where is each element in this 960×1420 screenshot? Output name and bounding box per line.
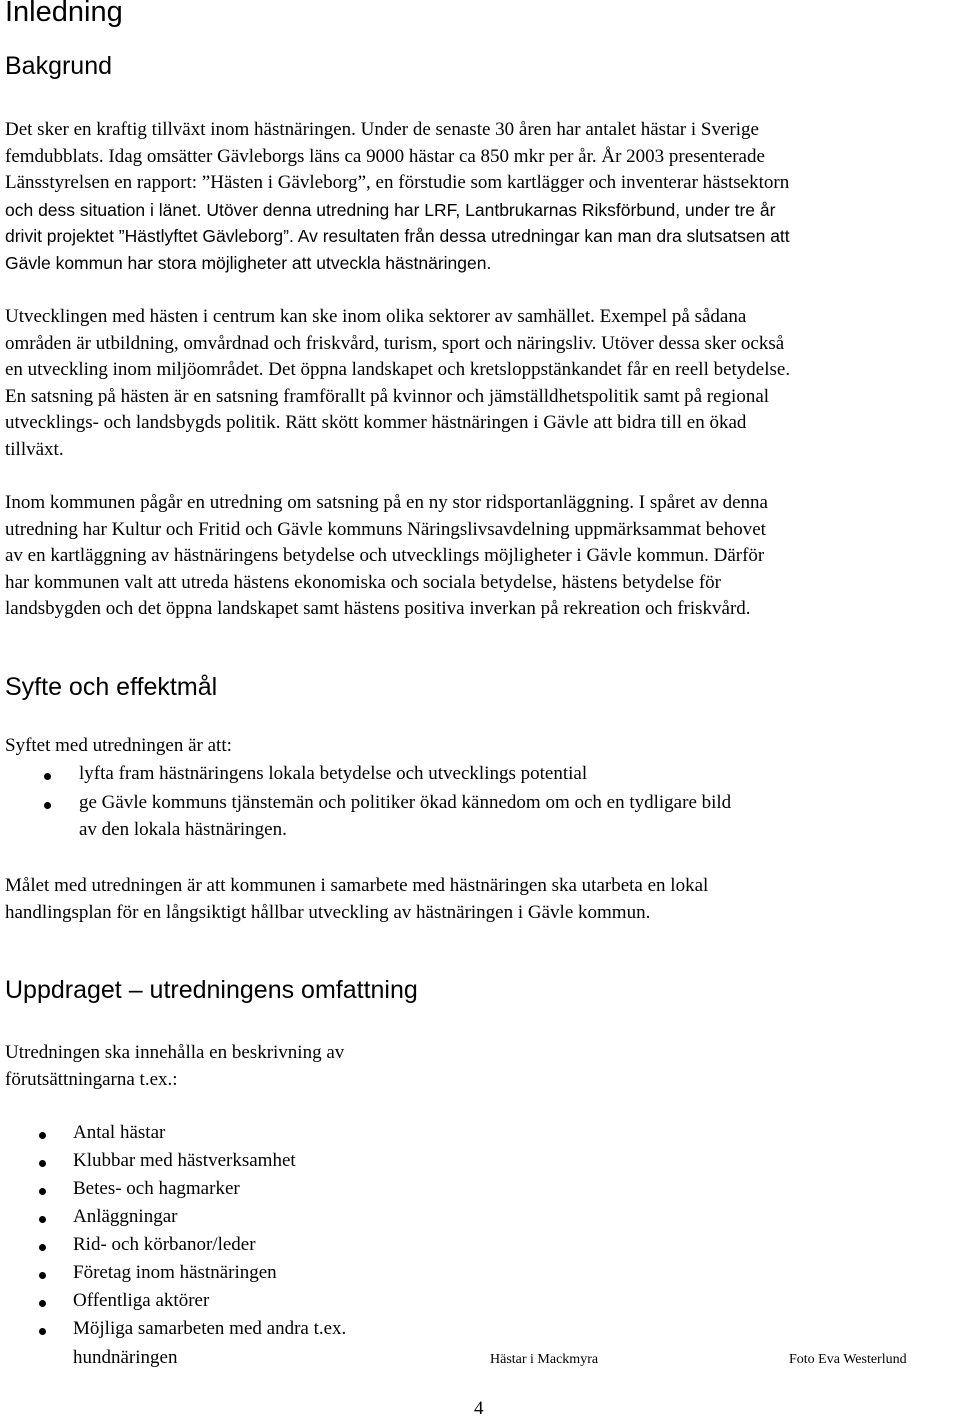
list-item-text: Möjliga samarbeten med andra t.ex. [73, 1318, 347, 1339]
list-item-text: av den lokala hästnäringen. [79, 819, 287, 840]
list-item-text: Anläggningar [73, 1206, 178, 1227]
photo-caption: Hästar i Mackmyra [490, 1352, 599, 1367]
text-line: Inom kommunen pågår en utredning om satsning på en ny stor ridsportanläggning. I spåret av denna [5, 492, 768, 513]
list-item-text: Klubbar med hästverksamhet [73, 1150, 296, 1171]
bakgrund-paragraph-1 [5, 117, 960, 276]
list-item-text: Betes- och hagmarker [73, 1178, 240, 1199]
list-item-text: Offentliga aktörer [73, 1290, 210, 1311]
text-line: Utvecklingen med hästen i centrum kan ske inom olika sektorer av samhället. Exempel på sådana [5, 306, 747, 327]
section-title-uppdraget: Uppdraget – utredningens omfattning [5, 976, 418, 1004]
text-line: har kommunen valt att utreda hästens ekonomiska och sociala betydelse, hästens betydelse för [5, 571, 721, 593]
bullet-icon [39, 1216, 46, 1223]
list-item-text: lyfta fram hästnäringens lokala betydelse och utvecklings potential [79, 763, 588, 784]
text-line: drivit projektet ”Hästlyftet Gävleborg”. Av resultaten från dessa utredningar kan man dra slutsatsen att [5, 226, 790, 246]
text-line: handlingsplan för en långsiktigt hållbar utveckling av hästnäringen i Gävle kommun. [5, 901, 651, 923]
bullet-icon [44, 773, 51, 780]
text-line: av en kartläggning av hästnäringens betydelse och utvecklings möjligheter i Gävle kommun. Därför [5, 545, 765, 566]
list-item-text: Företag inom hästnäringen [73, 1262, 277, 1283]
list-item-text: Rid- och körbanor/leder [73, 1234, 256, 1255]
text-line: landsbygden och det öppna landskapet samt hästens positiva inverkan på rekreation och friskvård. [5, 598, 751, 619]
text-line: tillväxt. [5, 438, 64, 460]
section-title-bakgrund: Bakgrund [5, 52, 113, 80]
bullet-icon [39, 1160, 46, 1167]
text-line: En satsning på hästen är en satsning framförallt på kvinnor och jämställdhetspolitik samt på regional [5, 385, 770, 407]
text-line: utredning har Kultur och Fritid och Gävle kommuns Näringslivsavdelning uppmärksammat behovet [5, 518, 766, 540]
text-line: Utredningen ska innehålla en beskrivning av [5, 1042, 345, 1063]
text-line: en utveckling inom miljöområdet. Det öppna landskapet och kretsloppstänkandet får en reell betydelse. [5, 359, 791, 380]
list-item-text: ge Gävle kommuns tjänstemän och politiker ökad kännedom om och en tydligare bild [79, 792, 732, 813]
bullet-icon [39, 1300, 46, 1307]
text-line: områden är utbildning, omvårdnad och friskvård, turism, sport och näringsliv. Utöver dessa sker också [5, 332, 785, 354]
syfte-intro: Syftet med utredningen är att: [5, 735, 232, 756]
bullet-icon [44, 802, 51, 809]
list-item-text: Antal hästar [73, 1122, 166, 1143]
bakgrund-paragraph-2 [5, 304, 960, 463]
text-line: och dess situation i länet. Utöver denna utredning har LRF, Lantbrukarnas Riksförbund, under tre år [5, 199, 776, 220]
text-line: Länsstyrelsen en rapport: ”Hästen i Gävleborg”, en förstudie som kartlägger och inventerar hästsektorn [5, 172, 790, 193]
text-line: femdubblats. Idag omsätter Gävleborgs läns ca 9000 hästar ca 850 mkr per år. År 2003 presenterade [5, 145, 765, 167]
list-item-continuation: hundnäringen [73, 1347, 178, 1368]
text-line: Gävle kommun har stora möjligheter att utveckla hästnäringen. [5, 252, 492, 273]
bullet-icon [39, 1244, 46, 1251]
text-line: utvecklings- och landsbygds politik. Rätt skött kommer hästnäringen i Gävle att bidra till en ökad [5, 412, 747, 433]
bullet-icon [39, 1328, 46, 1335]
syfte-goal-paragraph [5, 873, 960, 926]
text-line: Det sker en kraftig tillväxt inom hästnäringen. Under de senaste 30 åren har antalet hästar i Sverige [5, 119, 759, 140]
bullet-icon [39, 1188, 46, 1195]
bullet-icon [39, 1132, 46, 1139]
bullet-icon [39, 1272, 46, 1279]
uppdraget-intro [5, 1040, 960, 1093]
bakgrund-paragraph-3 [5, 490, 960, 623]
page-heading: Inledning [5, 0, 123, 28]
photo-credit: Foto Eva Westerlund [789, 1352, 907, 1367]
page-number: 4 [474, 1398, 484, 1419]
text-line: förutsättningarna t.ex.: [5, 1068, 178, 1090]
text-line: Målet med utredningen är att kommunen i samarbete med hästnäringen ska utarbeta en lokal [5, 875, 709, 896]
section-title-syfte: Syfte och effektmål [5, 673, 218, 701]
